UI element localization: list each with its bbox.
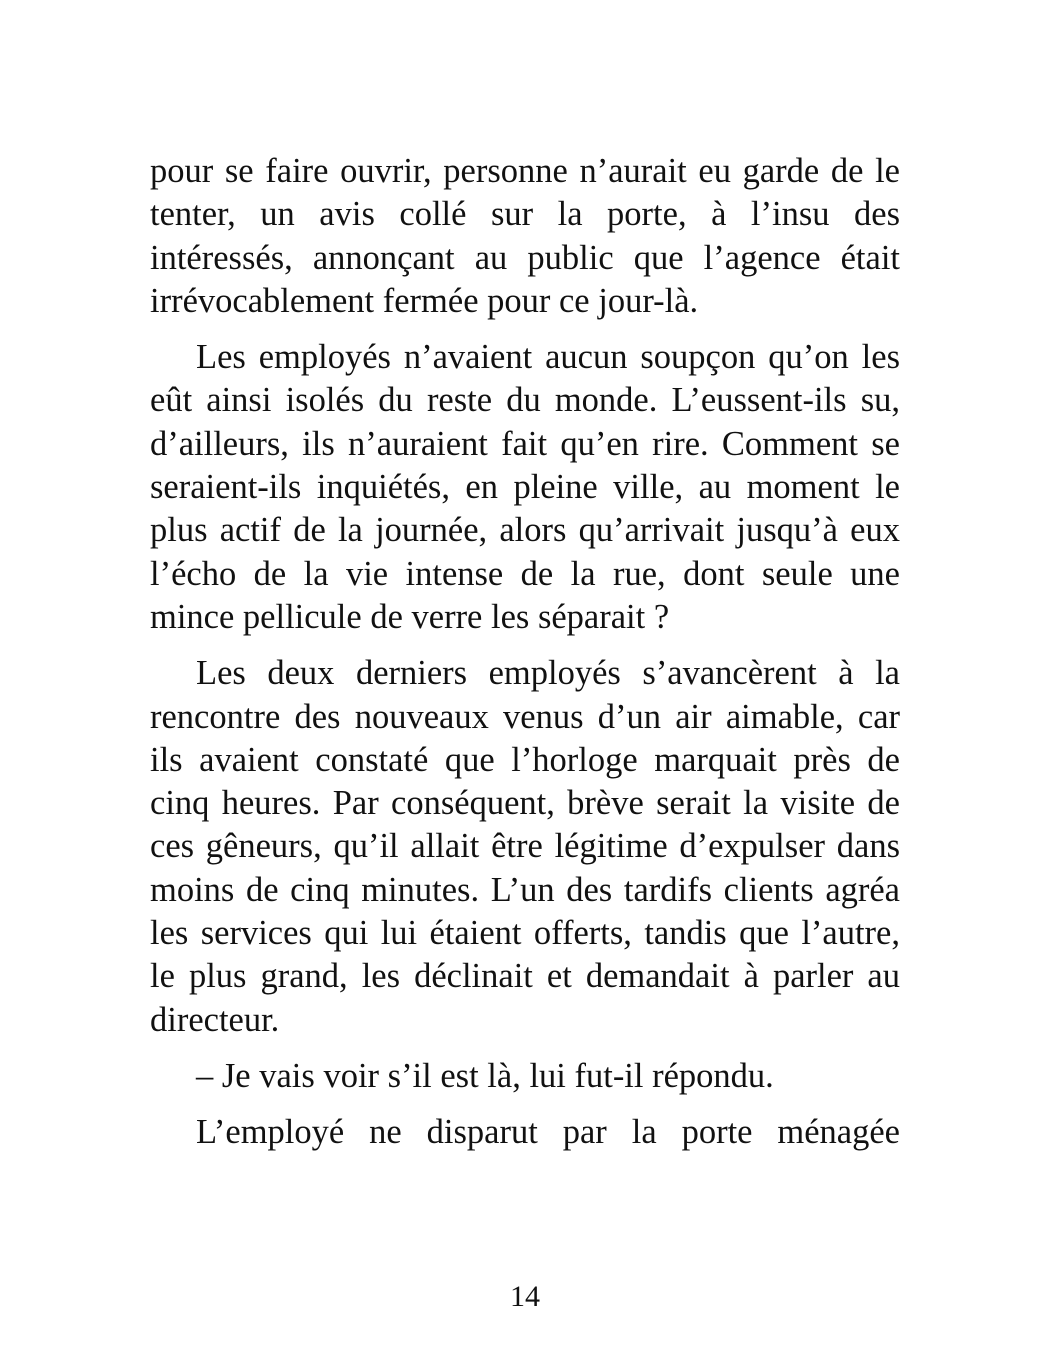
paragraph-dialogue: – Je vais voir s’il est là, lui fut-il répondu. <box>196 1056 774 1095</box>
paragraph-last-employees: Les deux derniers employés s’avancèrent à la rencontre des nouveaux venus d’un air aimable, car ils avaient constaté que l’horloge marquait près de cinq heures. Par conséquent, brève serait la visite de ces gêneurs, qu’il allait être légitime d’expulser dans moins de cinq minutes. L’un des tardifs clients agréa les services qui lui étaient offerts, tandis que l’autre, le plus grand, les déclinait et demandait à parler au directeur. <box>150 654 900 1039</box>
paragraph-employees: Les employés n’avaient aucun soupçon qu’on les eût ainsi isolés du reste du monde. L’eussent-ils su, d’ailleurs, ils n’auraient fait qu’en rire. Comment se seraient-ils inquiétés, en pleine ville, au moment le plus actif de la journée, alors qu’arrivait jusqu’à eux l’écho de la vie intense de la rue, dont seule une mince pellicule de verre les séparait ? <box>150 338 900 636</box>
page-number: 14 <box>510 1280 540 1313</box>
paragraph-employee-disappeared: L’employé ne disparut par la porte ménagée <box>196 1113 900 1152</box>
paragraph-continuation: pour se faire ouvrir, personne n’aurait eu garde de le tenter, un avis collé sur la porte, à l’insu des intéressés, annonçant au public que l’agence était irrévocablement fermée pour ce jour-là. <box>150 152 900 320</box>
page-body <box>150 150 900 1168</box>
